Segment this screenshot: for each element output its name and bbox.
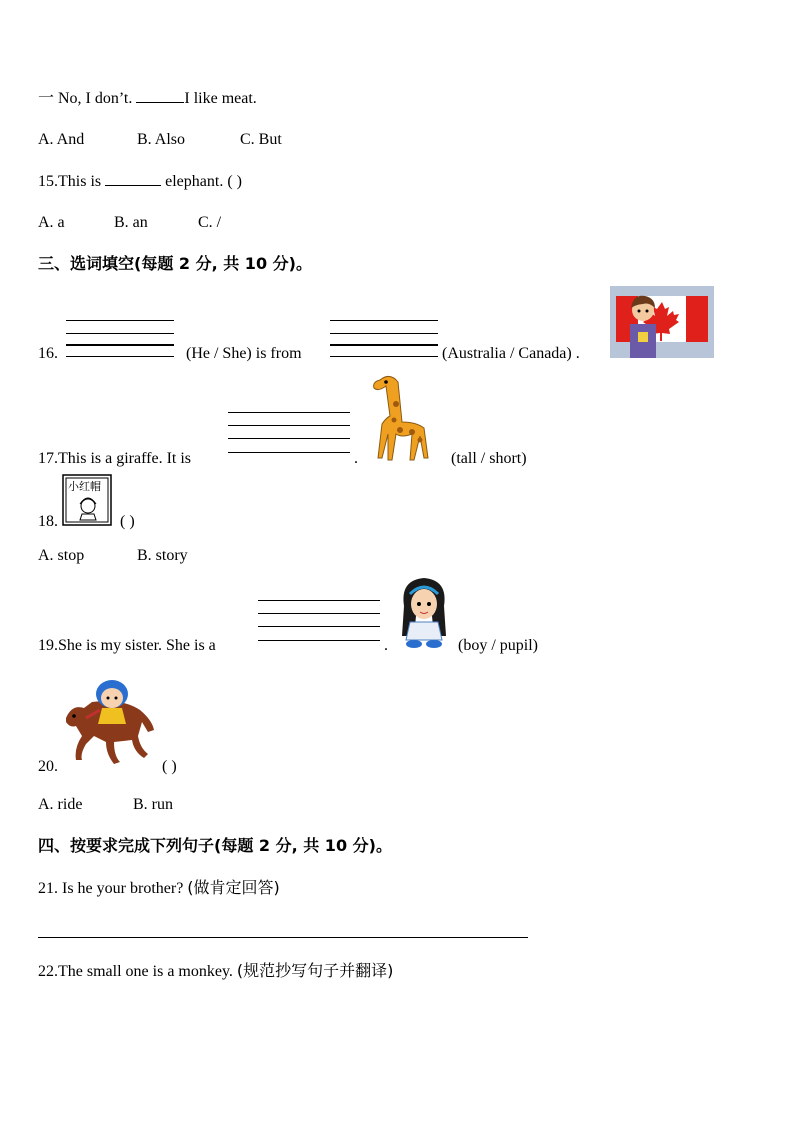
giraffe-picture xyxy=(366,370,440,464)
q22-hint: (规范抄写句子并翻译) xyxy=(236,961,394,980)
q17-dot: . xyxy=(354,450,358,467)
q17-text: 17.This is a giraffe. It is xyxy=(38,450,192,467)
q16-number: 16. xyxy=(38,345,58,362)
q19-text: 19.She is my sister. She is a xyxy=(38,637,216,654)
red-riding-hood-book-picture xyxy=(62,474,112,526)
q16-choice: (Australia / Canada) . xyxy=(442,345,580,362)
q18-option-a[interactable]: A. stop xyxy=(38,547,85,564)
section4-title: 四、按要求完成下列句子(每题 2 分, 共 10 分)。 xyxy=(38,836,392,855)
q18-number: 18. xyxy=(38,513,58,530)
q15-line xyxy=(38,171,242,192)
q20-number: 20. xyxy=(38,758,58,775)
girl-picture xyxy=(396,576,452,650)
q20-option-b[interactable]: B. run xyxy=(133,796,173,813)
q22-line xyxy=(38,961,393,982)
q19-choice: (boy / pupil) xyxy=(458,637,538,654)
q15-option-c[interactable]: C. / xyxy=(198,214,222,231)
q15-number: 15. xyxy=(38,173,58,190)
q16-blank-1[interactable] xyxy=(66,320,174,360)
q20-option-a[interactable]: A. ride xyxy=(38,796,83,813)
q16-blank-2[interactable] xyxy=(330,320,438,360)
q19-dot: . xyxy=(384,637,388,654)
q14-option-b[interactable]: B. Also xyxy=(137,131,186,148)
q14-line xyxy=(38,88,257,109)
boy-canada-flag-picture xyxy=(610,286,714,358)
q15-post: elephant. ( ) xyxy=(165,173,242,190)
q21-answer-line[interactable] xyxy=(38,937,528,938)
q14-blank[interactable] xyxy=(136,88,184,103)
q15-blank[interactable] xyxy=(105,171,161,186)
q15-pre: This is xyxy=(58,173,102,190)
q14-prefix: 一 No, I don’t. xyxy=(38,90,133,107)
q19-blank[interactable] xyxy=(258,600,380,642)
q21-number: 21. xyxy=(38,880,58,897)
q14-suffix: I like meat. xyxy=(184,90,257,107)
q21-text: Is he your brother? xyxy=(58,880,184,897)
boy-riding-horse-picture xyxy=(62,664,156,772)
q16-mid: (He / She) is from xyxy=(186,345,302,362)
q15-option-b[interactable]: B. an xyxy=(114,214,148,231)
q17-blank[interactable] xyxy=(228,412,350,454)
q20-answer-paren[interactable]: ( ) xyxy=(162,758,177,775)
q18-option-b[interactable]: B. story xyxy=(137,547,188,564)
q22-number: 22. xyxy=(38,963,58,980)
book-title: 小红帽 xyxy=(68,480,101,493)
q18-answer-paren[interactable]: ( ) xyxy=(120,513,135,530)
q14-option-c[interactable]: C. But xyxy=(240,131,282,148)
section3-title: 三、选词填空(每题 2 分, 共 10 分)。 xyxy=(38,254,312,273)
q22-text: The small one is a monkey. xyxy=(58,963,233,980)
q14-option-a[interactable]: A. And xyxy=(38,131,85,148)
q17-choice: (tall / short) xyxy=(451,450,527,467)
q21-hint: (做肯定回答) xyxy=(187,878,280,897)
q21-line xyxy=(38,878,280,899)
q15-option-a[interactable]: A. a xyxy=(38,214,65,231)
